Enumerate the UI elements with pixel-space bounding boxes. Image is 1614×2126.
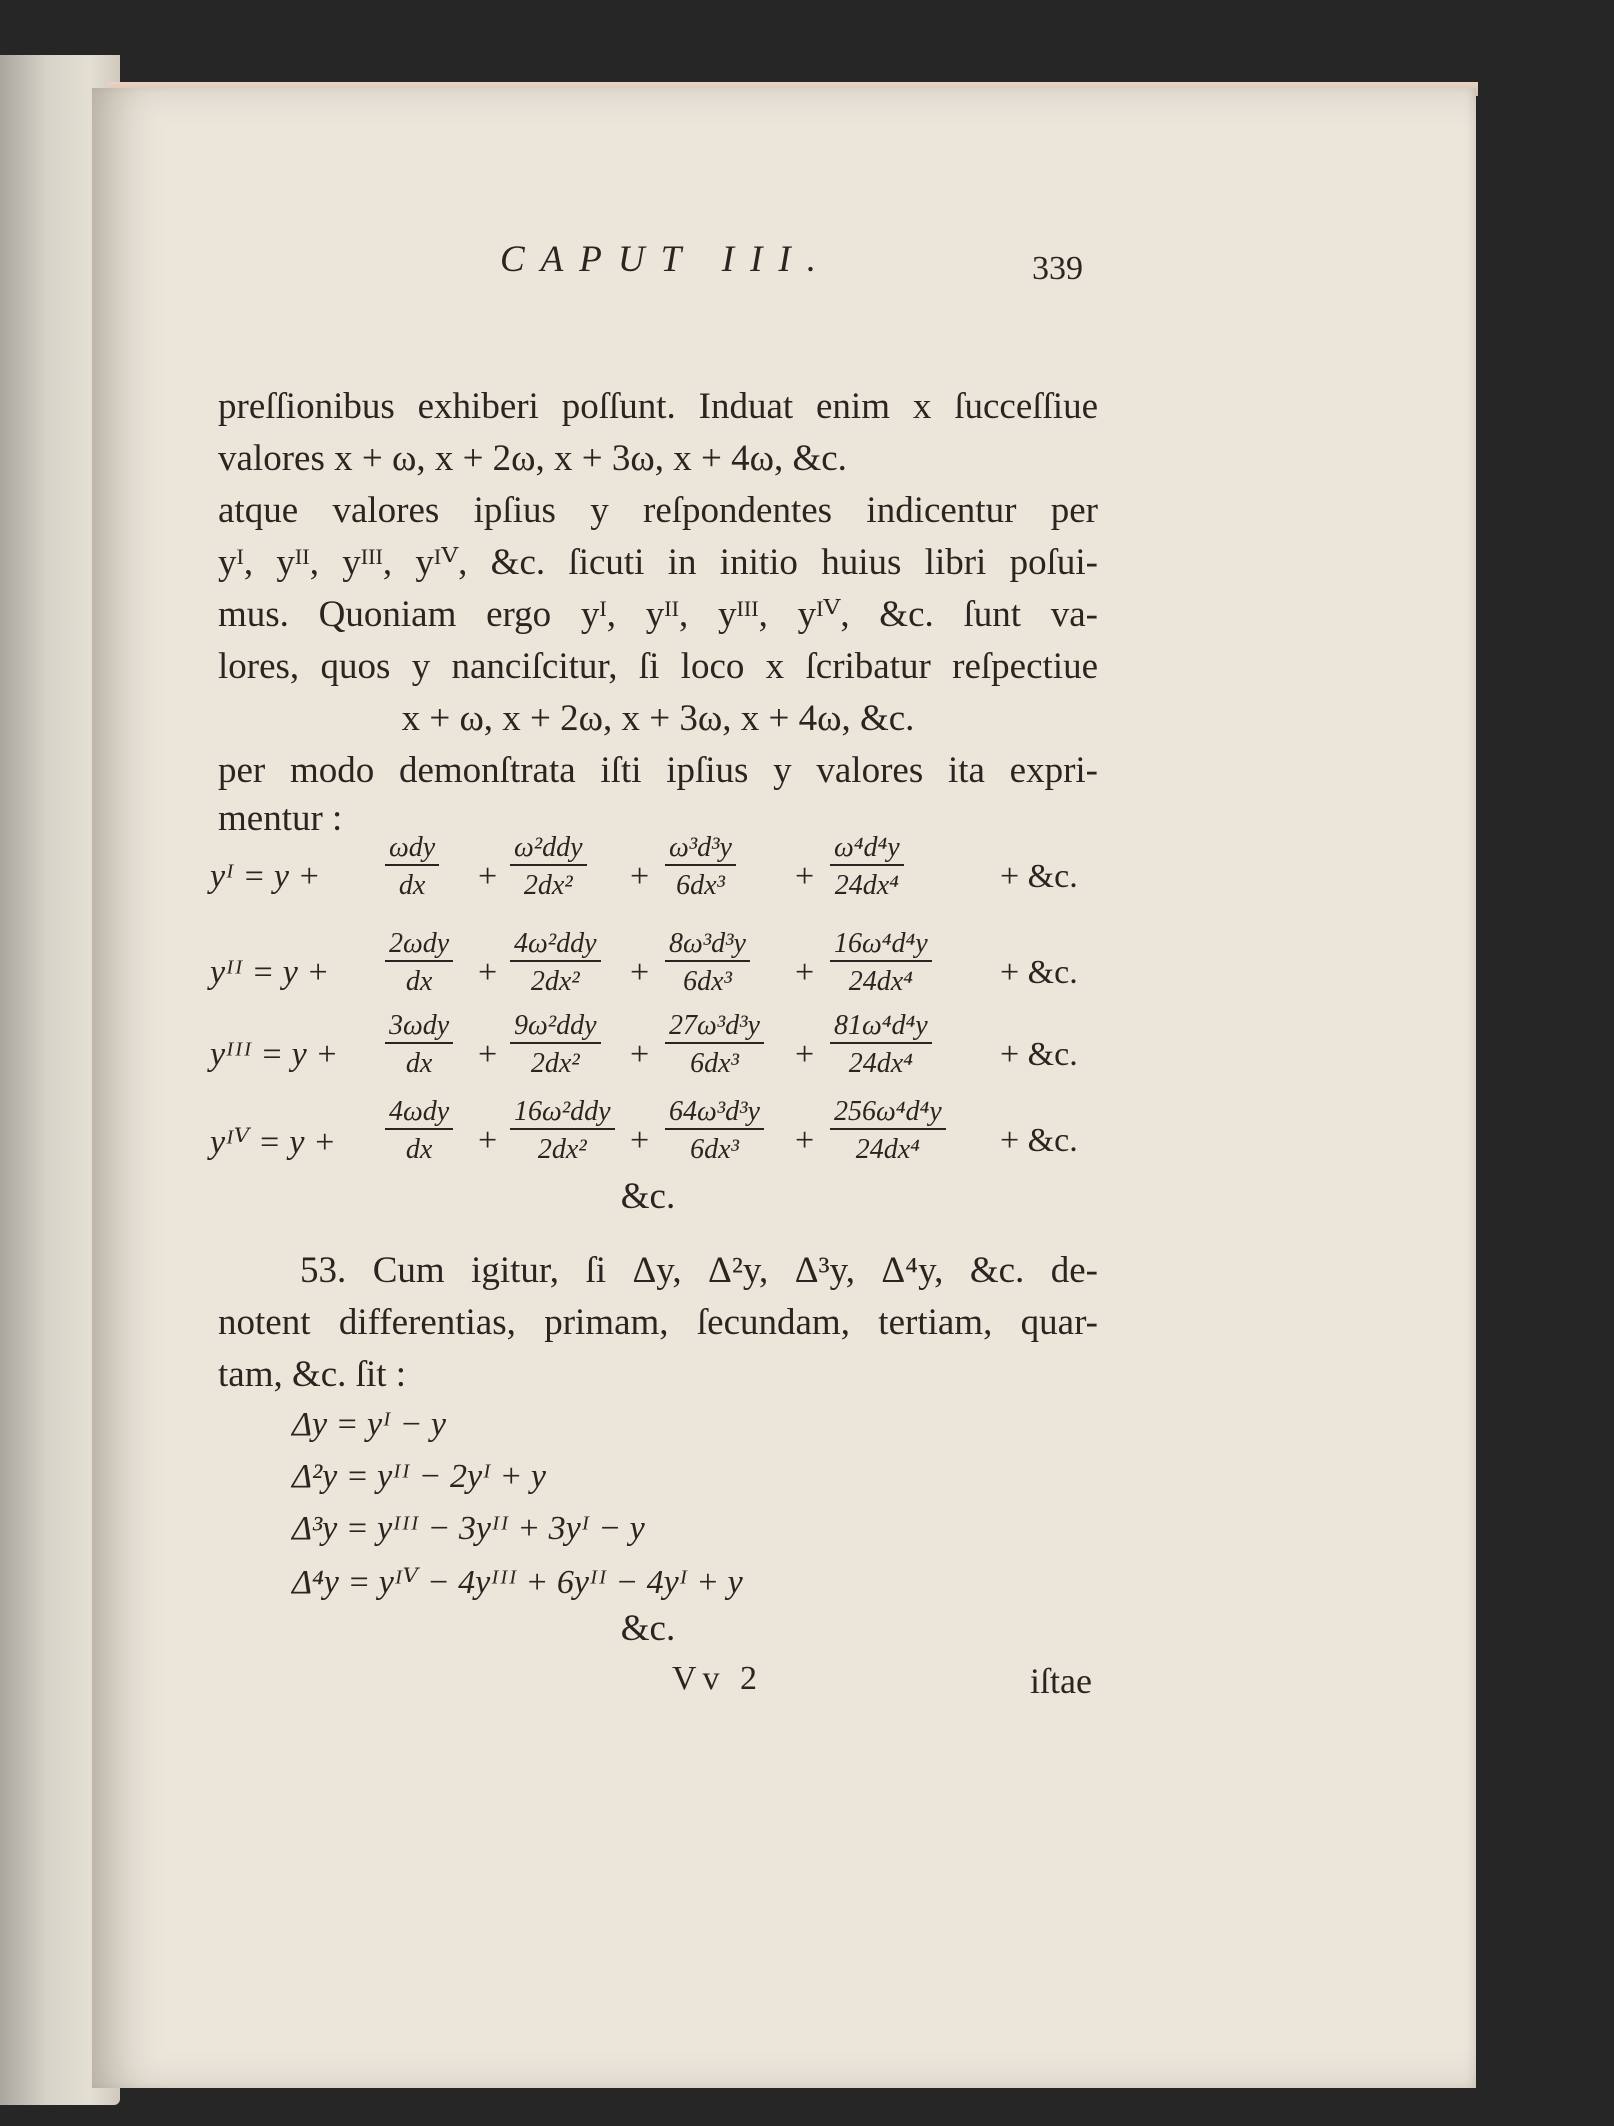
fraction: $\frac{\text{ω³d³y}}{\text{6dx³}}$ — [665, 832, 736, 902]
difference-2: Δ²y = yᴵᴵ − 2yᴵ + y — [292, 1458, 546, 1495]
difference-3: Δ³y = yᴵᴵᴵ − 3yᴵᴵ + 3yᴵ − y — [292, 1510, 645, 1547]
plus-sign: + — [795, 1036, 815, 1073]
fraction: ωdy dx — [385, 832, 439, 902]
fraction: 16ω²ddy 2dx² — [510, 1096, 615, 1166]
equation-tail: + &c. — [1000, 954, 1078, 991]
text-line-9: mentur : — [218, 798, 343, 839]
equation-4 — [210, 1096, 1110, 1186]
equation-tail: + &c. — [1000, 1122, 1078, 1159]
plus-sign: + — [630, 858, 650, 895]
plus-sign: + — [795, 1122, 815, 1159]
fraction: $\frac{\text{ω⁴d⁴y}}{\text{24dx⁴}}$ — [830, 832, 904, 902]
plus-sign: + — [478, 954, 498, 991]
etc-after-equations: &c. — [620, 1176, 676, 1217]
text-line-6: lores, quos y nanciſcitur, ſi loco x ſcribatur reſpectiue — [218, 646, 1098, 687]
fraction: 4ωdy dx — [385, 1096, 453, 1166]
difference-4: Δ⁴y = yᴵⱽ − 4yᴵᴵᴵ + 6yᴵᴵ − 4yᴵ + y — [292, 1564, 743, 1601]
fraction: $\frac{\text{27ω³d³y}}{\text{6dx³}}$ — [665, 1010, 764, 1080]
equation-lhs: yᴵᴵᴵ = y + — [210, 1036, 339, 1073]
text-line-8: per modo demonſtrata iſti ipſius y valores ita expri- — [218, 750, 1098, 791]
equation-lhs: yᴵ = y + — [210, 858, 321, 895]
equation-lhs: yᴵⱽ = y + — [210, 1124, 336, 1161]
plus-sign: + — [478, 1036, 498, 1073]
fraction: 4ω²ddy 2dx² — [510, 928, 601, 998]
equation-1 — [210, 832, 1110, 922]
plus-sign: + — [630, 954, 650, 991]
fraction: 9ω²ddy 2dx² — [510, 1010, 601, 1080]
fraction: $\frac{\text{8ω³d³y}}{\text{6dx³}}$ — [665, 928, 750, 998]
catchword: iſtae — [1030, 1661, 1092, 1701]
text-line-4: yᴵ, yᴵᴵ, yᴵᴵᴵ, yᴵⱽ, &c. ſicuti in initio huius libri poſui- — [218, 542, 1098, 583]
section-53-line-2: notent differentias, primam, ſecundam, tertiam, quar- — [218, 1302, 1098, 1343]
equation-tail: + &c. — [1000, 1036, 1078, 1073]
plus-sign: + — [630, 1122, 650, 1159]
plus-sign: + — [630, 1036, 650, 1073]
text-line-7: x + ω, x + 2ω, x + 3ω, x + 4ω, &c. — [401, 698, 915, 739]
equation-tail: + &c. — [1000, 858, 1078, 895]
text-line-3: atque valores ipſius y reſpondentes indicentur per — [218, 490, 1098, 531]
section-53-line-1: 53. Cum igitur, ſi Δy, Δ²y, Δ³y, Δ⁴y, &c. de- — [300, 1250, 1098, 1291]
equation-3 — [210, 1010, 1110, 1100]
fraction: $\frac{\text{81ω⁴d⁴y}}{\text{24dx⁴}}$ — [830, 1010, 932, 1080]
text-line-2: valores x + ω, x + 2ω, x + 3ω, x + 4ω, &c. — [218, 438, 847, 479]
fraction: ω²ddy 2dx² — [510, 832, 587, 902]
etc-after-differences: &c. — [620, 1608, 676, 1649]
plus-sign: + — [795, 954, 815, 991]
plus-sign: + — [478, 858, 498, 895]
plus-sign: + — [478, 1122, 498, 1159]
signature-mark: Vv 2 — [672, 1660, 764, 1697]
page-number: 339 — [1032, 250, 1083, 287]
text-line-5: mus. Quoniam ergo yᴵ, yᴵᴵ, yᴵᴵᴵ, yᴵⱽ, &c. ſunt va- — [218, 594, 1098, 635]
fraction: $\frac{\text{16ω⁴d⁴y}}{\text{24dx⁴}}$ — [830, 928, 932, 998]
section-53-line-3: tam, &c. ſit : — [218, 1354, 407, 1395]
text-line-1: preſſionibus exhiberi poſſunt. Induat enim x ſucceſſiue — [218, 386, 1098, 427]
fraction: 2ωdy dx — [385, 928, 453, 998]
equation-lhs: yᴵᴵ = y + — [210, 954, 330, 991]
equation-2 — [210, 928, 1110, 1018]
book-page — [92, 88, 1476, 2088]
fraction: 3ωdy dx — [385, 1010, 453, 1080]
running-head: CAPUT III. — [500, 239, 832, 280]
difference-1: Δy = yᴵ − y — [292, 1406, 446, 1443]
plus-sign: + — [795, 858, 815, 895]
fraction: $\frac{\text{256ω⁴d⁴y}}{\text{24dx⁴}}$ — [830, 1096, 946, 1166]
fraction: $\frac{\text{64ω³d³y}}{\text{6dx³}}$ — [665, 1096, 764, 1166]
